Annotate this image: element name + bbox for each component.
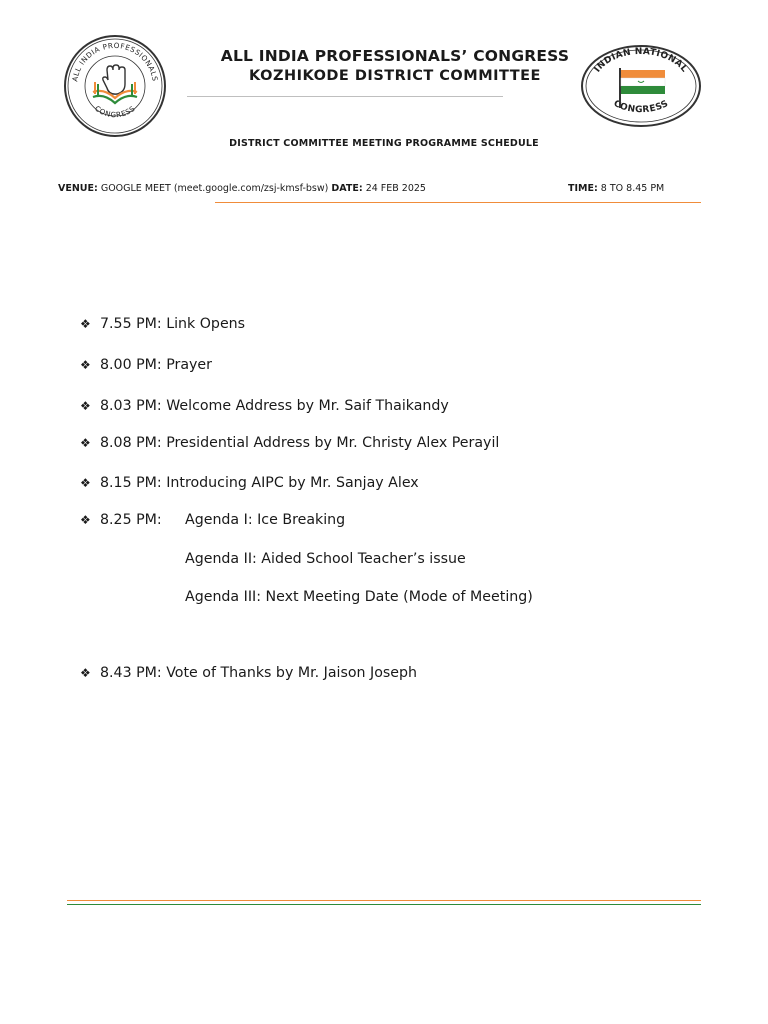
committee-name: KOZHIKODE DISTRICT COMMITTEE <box>249 68 541 84</box>
diamond-bullet-icon: ❖ <box>80 399 91 413</box>
time-value: 8 TO 8.45 PM <box>600 183 665 194</box>
date-value: 24 FEB 2025 <box>365 183 426 194</box>
venue-date-line <box>58 183 426 194</box>
schedule-item <box>80 397 449 415</box>
diamond-bullet-icon: ❖ <box>80 666 91 680</box>
organization-name: ALL INDIA PROFESSIONALS’ CONGRESS <box>220 47 570 65</box>
header-title-block <box>190 46 600 86</box>
title-divider <box>187 96 503 97</box>
aipc-logo <box>63 34 167 138</box>
schedule-text: Vote of Thanks by Mr. Jaison Joseph <box>166 665 418 681</box>
svg-text:INDIAN NATIONAL: INDIAN NATIONAL <box>592 46 690 75</box>
schedule-text: Prayer <box>166 357 212 373</box>
schedule-text: Welcome Address by Mr. Saif Thaikandy <box>166 398 449 414</box>
schedule-time: 8.03 PM: <box>100 398 162 414</box>
svg-text:ALL INDIA PROFESSIONALS: ALL INDIA PROFESSIONALS <box>70 40 160 83</box>
schedule-text: Agenda I: Ice Breaking <box>185 512 346 528</box>
schedule-item <box>80 356 212 374</box>
schedule-time: 8.25 PM: <box>100 512 162 528</box>
time-label: TIME: <box>568 183 598 194</box>
schedule-time: 8.43 PM: <box>100 665 162 681</box>
footer-green-line <box>67 904 701 905</box>
schedule-item <box>80 664 417 682</box>
header-orange-divider <box>215 202 701 203</box>
schedule-text: Link Opens <box>166 316 246 332</box>
schedule-time: 7.55 PM: <box>100 316 162 332</box>
diamond-bullet-icon: ❖ <box>80 317 91 331</box>
agenda-item: Agenda II: Aided School Teacher’s issue <box>185 551 466 567</box>
schedule-title: DISTRICT COMMITTEE MEETING PROGRAMME SCHEDULE <box>229 138 539 149</box>
diamond-bullet-icon: ❖ <box>80 358 91 372</box>
svg-text:CONGRESS: CONGRESS <box>93 103 137 120</box>
svg-text:CONGRESS: CONGRESS <box>611 98 671 116</box>
schedule-text: Presidential Address by Mr. Christy Alex Perayil <box>166 435 500 451</box>
date-label: DATE: <box>331 183 363 194</box>
diamond-bullet-icon: ❖ <box>80 513 91 527</box>
schedule-item <box>80 474 419 492</box>
schedule-item <box>80 434 499 452</box>
diamond-bullet-icon: ❖ <box>80 476 91 490</box>
schedule-time: 8.08 PM: <box>100 435 162 451</box>
schedule-time: 8.15 PM: <box>100 475 162 491</box>
footer-orange-line <box>67 900 701 901</box>
time-line <box>568 183 664 194</box>
schedule-item-agenda <box>80 511 345 529</box>
diamond-bullet-icon: ❖ <box>80 436 91 450</box>
schedule-item <box>80 315 245 333</box>
venue-value: GOOGLE MEET (meet.google.com/zsj-kmsf-bsw) <box>100 183 329 194</box>
inc-logo <box>580 44 702 128</box>
agenda-item: Agenda III: Next Meeting Date (Mode of Meeting) <box>185 589 533 605</box>
schedule-text: Introducing AIPC by Mr. Sanjay Alex <box>166 475 419 491</box>
schedule-time: 8.00 PM: <box>100 357 162 373</box>
venue-label: VENUE: <box>58 183 98 194</box>
